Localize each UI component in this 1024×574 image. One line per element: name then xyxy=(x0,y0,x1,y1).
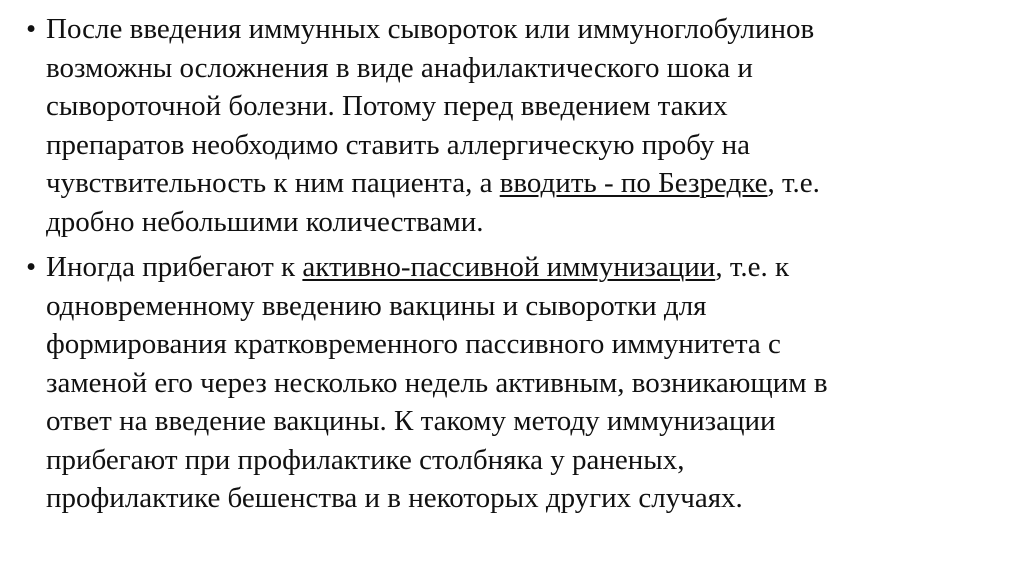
text-line: После введения иммунных сывороток или иммуноглобулинов xyxy=(46,13,815,45)
text-line: дробно небольшими количествами. xyxy=(46,205,484,238)
text-line: заменой его через несколько недель активным, возникающим в xyxy=(46,366,828,399)
text-line: формирования кратковременного пассивного иммунитета с xyxy=(46,328,781,360)
text-line: одновременному введению вакцины и сыворотки для xyxy=(46,289,707,322)
text-line: ответ на введение вакцины. К такому методу иммунизации xyxy=(46,405,776,437)
text-line: чувствительность к ним пациента, а вводить - по Безредке, т.е. xyxy=(46,167,820,199)
bullet-dot-icon: • xyxy=(26,13,37,45)
bullet-item-active-passive-immunization xyxy=(26,248,986,518)
bullet-list xyxy=(26,10,986,525)
text-line: Иногда прибегают к активно-пассивной иммунизации, т.е. к xyxy=(46,251,790,283)
text-line: возможны осложнения в виде анафилактического шока и xyxy=(46,51,753,84)
text-line: сывороточной болезни. Потому перед введением таких xyxy=(46,90,728,122)
underlined-term-active-passive: активно-пассивной иммунизации xyxy=(302,251,716,283)
text-line: профилактике бешенства и в некоторых других случаях. xyxy=(46,482,743,514)
bullet-dot-icon: • xyxy=(26,251,37,283)
bullet-item-serum-complications xyxy=(26,10,986,241)
text-line: прибегают при профилактике столбняка у раненых, xyxy=(46,443,685,476)
text-line: препаратов необходимо ставить аллергическую пробу на xyxy=(46,128,751,161)
underlined-term-bezredka: вводить - по Безредке xyxy=(499,167,768,199)
